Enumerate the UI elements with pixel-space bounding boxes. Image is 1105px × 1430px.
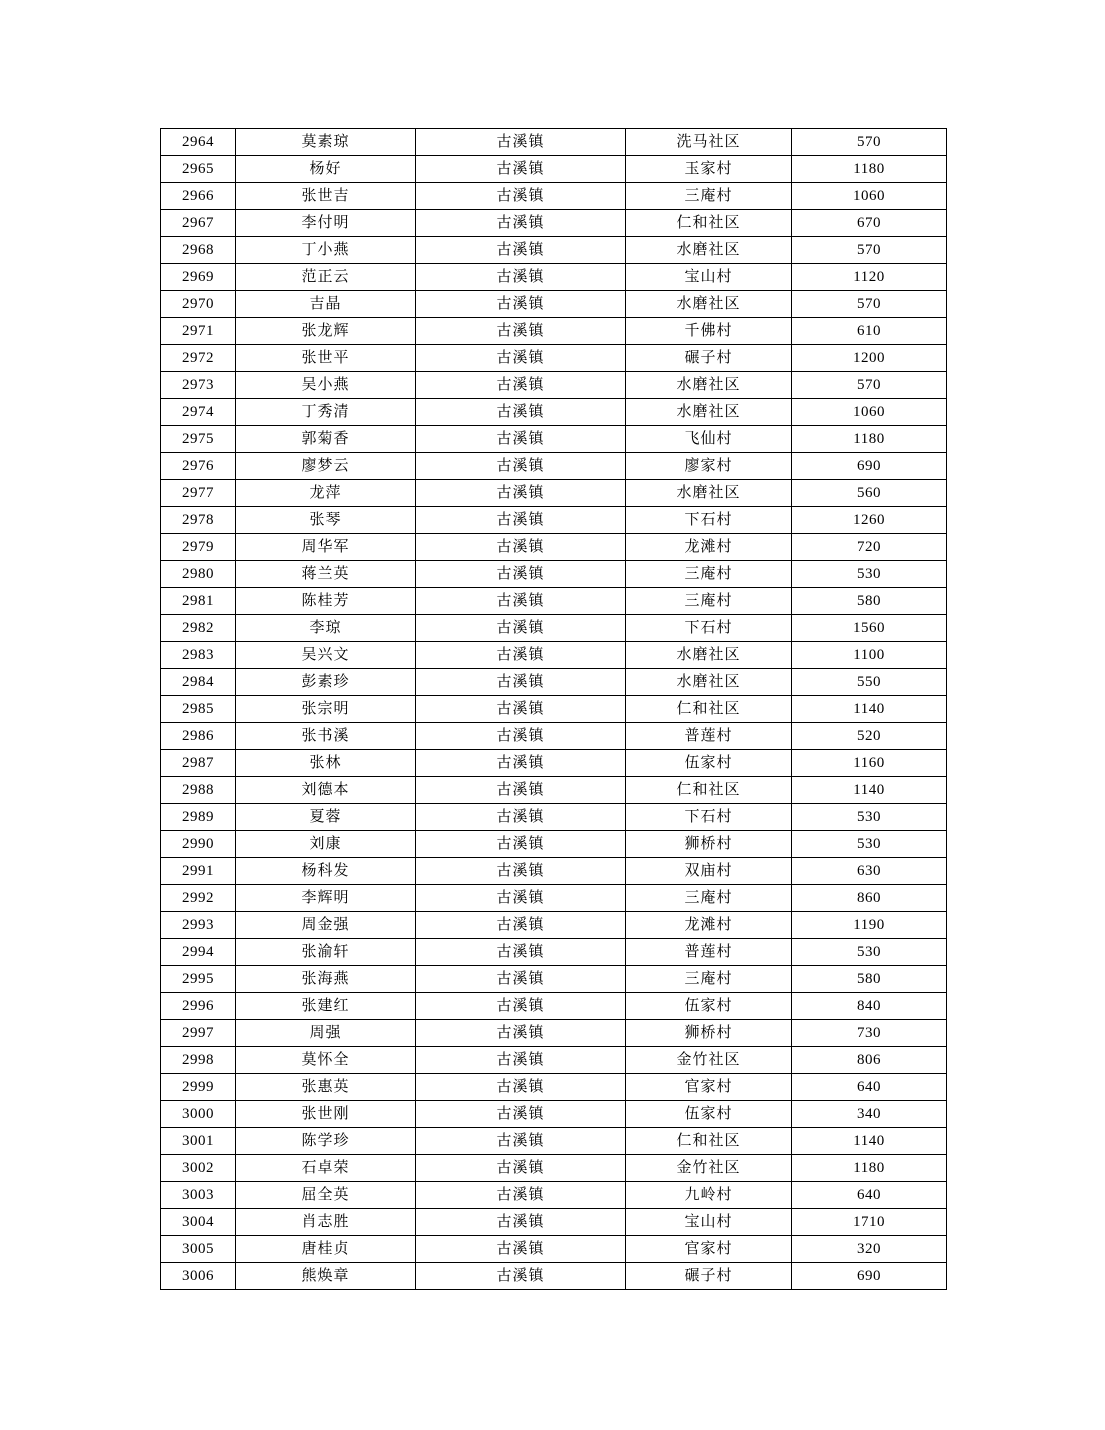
- cell-name: 莫怀全: [236, 1047, 416, 1074]
- cell-village: 双庙村: [626, 858, 792, 885]
- cell-name: 廖梦云: [236, 453, 416, 480]
- table-row: [161, 993, 947, 1020]
- table-row: [161, 615, 947, 642]
- cell-amount: 1200: [792, 345, 947, 372]
- cell-amount: 1160: [792, 750, 947, 777]
- cell-village: 官家村: [626, 1074, 792, 1101]
- cell-town: 古溪镇: [416, 642, 626, 669]
- cell-village: 水磨社区: [626, 372, 792, 399]
- cell-village: 廖家村: [626, 453, 792, 480]
- table-row: [161, 129, 947, 156]
- cell-amount: 1180: [792, 426, 947, 453]
- cell-serial: 2967: [161, 210, 236, 237]
- cell-name: 张海燕: [236, 966, 416, 993]
- cell-name: 屈全英: [236, 1182, 416, 1209]
- cell-amount: 1140: [792, 1128, 947, 1155]
- cell-name: 丁秀清: [236, 399, 416, 426]
- cell-village: 狮桥村: [626, 1020, 792, 1047]
- cell-town: 古溪镇: [416, 777, 626, 804]
- table-body: [161, 129, 947, 1290]
- cell-amount: 630: [792, 858, 947, 885]
- cell-town: 古溪镇: [416, 372, 626, 399]
- cell-name: 张琴: [236, 507, 416, 534]
- cell-serial: 3000: [161, 1101, 236, 1128]
- cell-town: 古溪镇: [416, 1263, 626, 1290]
- table-row: [161, 642, 947, 669]
- cell-name: 李付明: [236, 210, 416, 237]
- table-row: [161, 723, 947, 750]
- cell-serial: 2972: [161, 345, 236, 372]
- cell-village: 普莲村: [626, 723, 792, 750]
- cell-village: 下石村: [626, 804, 792, 831]
- table-row: [161, 345, 947, 372]
- cell-town: 古溪镇: [416, 804, 626, 831]
- cell-village: 官家村: [626, 1236, 792, 1263]
- cell-serial: 2991: [161, 858, 236, 885]
- cell-amount: 720: [792, 534, 947, 561]
- table-row: [161, 831, 947, 858]
- cell-name: 张惠英: [236, 1074, 416, 1101]
- cell-town: 古溪镇: [416, 588, 626, 615]
- cell-amount: 730: [792, 1020, 947, 1047]
- cell-amount: 570: [792, 372, 947, 399]
- cell-amount: 340: [792, 1101, 947, 1128]
- cell-amount: 1140: [792, 777, 947, 804]
- cell-village: 宝山村: [626, 1209, 792, 1236]
- table-row: [161, 966, 947, 993]
- cell-name: 张世平: [236, 345, 416, 372]
- cell-amount: 520: [792, 723, 947, 750]
- cell-town: 古溪镇: [416, 1074, 626, 1101]
- cell-name: 蒋兰英: [236, 561, 416, 588]
- cell-amount: 570: [792, 129, 947, 156]
- cell-serial: 3001: [161, 1128, 236, 1155]
- cell-amount: 1180: [792, 156, 947, 183]
- cell-town: 古溪镇: [416, 939, 626, 966]
- cell-town: 古溪镇: [416, 993, 626, 1020]
- cell-name: 刘德本: [236, 777, 416, 804]
- cell-amount: 530: [792, 804, 947, 831]
- cell-serial: 2973: [161, 372, 236, 399]
- cell-village: 仁和社区: [626, 1128, 792, 1155]
- cell-amount: 580: [792, 588, 947, 615]
- table-row: [161, 372, 947, 399]
- cell-serial: 2994: [161, 939, 236, 966]
- cell-name: 杨好: [236, 156, 416, 183]
- cell-serial: 2980: [161, 561, 236, 588]
- cell-village: 碾子村: [626, 1263, 792, 1290]
- table-row: [161, 669, 947, 696]
- cell-village: 洗马社区: [626, 129, 792, 156]
- cell-town: 古溪镇: [416, 156, 626, 183]
- table-row: [161, 561, 947, 588]
- cell-amount: 806: [792, 1047, 947, 1074]
- cell-village: 碾子村: [626, 345, 792, 372]
- cell-serial: 3004: [161, 1209, 236, 1236]
- table-row: [161, 237, 947, 264]
- cell-serial: 2984: [161, 669, 236, 696]
- cell-serial: 2998: [161, 1047, 236, 1074]
- cell-amount: 860: [792, 885, 947, 912]
- cell-name: 张林: [236, 750, 416, 777]
- cell-serial: 2968: [161, 237, 236, 264]
- table-row: [161, 426, 947, 453]
- cell-village: 三庵村: [626, 885, 792, 912]
- table-row: [161, 1263, 947, 1290]
- cell-village: 飞仙村: [626, 426, 792, 453]
- cell-name: 陈学珍: [236, 1128, 416, 1155]
- cell-name: 熊焕章: [236, 1263, 416, 1290]
- cell-serial: 2978: [161, 507, 236, 534]
- cell-serial: 2974: [161, 399, 236, 426]
- table-row: [161, 453, 947, 480]
- cell-name: 杨科发: [236, 858, 416, 885]
- cell-amount: 1120: [792, 264, 947, 291]
- cell-town: 古溪镇: [416, 264, 626, 291]
- table-row: [161, 1209, 947, 1236]
- cell-village: 狮桥村: [626, 831, 792, 858]
- cell-name: 张书溪: [236, 723, 416, 750]
- cell-serial: 3002: [161, 1155, 236, 1182]
- cell-name: 石卓荣: [236, 1155, 416, 1182]
- cell-amount: 610: [792, 318, 947, 345]
- cell-village: 伍家村: [626, 993, 792, 1020]
- cell-name: 龙萍: [236, 480, 416, 507]
- cell-village: 伍家村: [626, 750, 792, 777]
- cell-town: 古溪镇: [416, 237, 626, 264]
- cell-serial: 2969: [161, 264, 236, 291]
- cell-serial: 3005: [161, 1236, 236, 1263]
- cell-serial: 2976: [161, 453, 236, 480]
- cell-serial: 2995: [161, 966, 236, 993]
- cell-name: 唐桂贞: [236, 1236, 416, 1263]
- cell-serial: 2987: [161, 750, 236, 777]
- cell-town: 古溪镇: [416, 1047, 626, 1074]
- cell-village: 仁和社区: [626, 210, 792, 237]
- cell-name: 肖志胜: [236, 1209, 416, 1236]
- cell-village: 龙滩村: [626, 534, 792, 561]
- cell-village: 下石村: [626, 615, 792, 642]
- table-row: [161, 858, 947, 885]
- cell-serial: 3003: [161, 1182, 236, 1209]
- cell-serial: 2966: [161, 183, 236, 210]
- cell-serial: 2975: [161, 426, 236, 453]
- table-row: [161, 210, 947, 237]
- cell-name: 陈桂芳: [236, 588, 416, 615]
- cell-amount: 530: [792, 561, 947, 588]
- cell-amount: 690: [792, 453, 947, 480]
- table-row: [161, 939, 947, 966]
- cell-amount: 1180: [792, 1155, 947, 1182]
- cell-serial: 2965: [161, 156, 236, 183]
- cell-name: 张渝轩: [236, 939, 416, 966]
- cell-town: 古溪镇: [416, 318, 626, 345]
- cell-serial: 2999: [161, 1074, 236, 1101]
- cell-serial: 2996: [161, 993, 236, 1020]
- roster-table: [160, 128, 947, 1290]
- cell-name: 张宗明: [236, 696, 416, 723]
- cell-amount: 640: [792, 1074, 947, 1101]
- cell-village: 宝山村: [626, 264, 792, 291]
- table-row: [161, 1101, 947, 1128]
- cell-amount: 670: [792, 210, 947, 237]
- cell-town: 古溪镇: [416, 480, 626, 507]
- cell-name: 张世吉: [236, 183, 416, 210]
- table-row: [161, 480, 947, 507]
- cell-town: 古溪镇: [416, 723, 626, 750]
- cell-village: 伍家村: [626, 1101, 792, 1128]
- cell-village: 水磨社区: [626, 399, 792, 426]
- cell-town: 古溪镇: [416, 345, 626, 372]
- cell-serial: 2982: [161, 615, 236, 642]
- cell-town: 古溪镇: [416, 561, 626, 588]
- table-row: [161, 777, 947, 804]
- cell-village: 水磨社区: [626, 480, 792, 507]
- table-row: [161, 156, 947, 183]
- cell-name: 范正云: [236, 264, 416, 291]
- cell-village: 三庵村: [626, 561, 792, 588]
- cell-amount: 580: [792, 966, 947, 993]
- table-row: [161, 1020, 947, 1047]
- cell-village: 三庵村: [626, 966, 792, 993]
- cell-amount: 1100: [792, 642, 947, 669]
- cell-serial: 2997: [161, 1020, 236, 1047]
- cell-name: 莫素琼: [236, 129, 416, 156]
- cell-town: 古溪镇: [416, 669, 626, 696]
- cell-serial: 2979: [161, 534, 236, 561]
- cell-name: 郭菊香: [236, 426, 416, 453]
- table-row: [161, 1128, 947, 1155]
- cell-serial: 2989: [161, 804, 236, 831]
- cell-name: 吉晶: [236, 291, 416, 318]
- cell-amount: 640: [792, 1182, 947, 1209]
- table-row: [161, 264, 947, 291]
- cell-name: 刘康: [236, 831, 416, 858]
- cell-name: 彭素珍: [236, 669, 416, 696]
- cell-town: 古溪镇: [416, 1128, 626, 1155]
- cell-village: 九岭村: [626, 1182, 792, 1209]
- cell-town: 古溪镇: [416, 129, 626, 156]
- cell-serial: 2981: [161, 588, 236, 615]
- cell-town: 古溪镇: [416, 750, 626, 777]
- cell-name: 丁小燕: [236, 237, 416, 264]
- cell-village: 玉家村: [626, 156, 792, 183]
- table-row: [161, 912, 947, 939]
- table-row: [161, 885, 947, 912]
- cell-village: 水磨社区: [626, 237, 792, 264]
- cell-name: 张建红: [236, 993, 416, 1020]
- cell-village: 仁和社区: [626, 696, 792, 723]
- cell-serial: 2971: [161, 318, 236, 345]
- cell-serial: 2970: [161, 291, 236, 318]
- cell-town: 古溪镇: [416, 1236, 626, 1263]
- cell-town: 古溪镇: [416, 534, 626, 561]
- cell-village: 龙滩村: [626, 912, 792, 939]
- cell-town: 古溪镇: [416, 183, 626, 210]
- cell-village: 水磨社区: [626, 642, 792, 669]
- cell-serial: 2988: [161, 777, 236, 804]
- cell-amount: 1060: [792, 399, 947, 426]
- table-row: [161, 291, 947, 318]
- cell-town: 古溪镇: [416, 1182, 626, 1209]
- table-row: [161, 399, 947, 426]
- cell-town: 古溪镇: [416, 210, 626, 237]
- cell-amount: 1190: [792, 912, 947, 939]
- cell-town: 古溪镇: [416, 453, 626, 480]
- table-row: [161, 318, 947, 345]
- cell-name: 周强: [236, 1020, 416, 1047]
- cell-village: 三庵村: [626, 588, 792, 615]
- cell-name: 张世刚: [236, 1101, 416, 1128]
- cell-town: 古溪镇: [416, 1209, 626, 1236]
- table-row: [161, 804, 947, 831]
- cell-town: 古溪镇: [416, 291, 626, 318]
- table-row: [161, 507, 947, 534]
- cell-village: 仁和社区: [626, 777, 792, 804]
- cell-serial: 3006: [161, 1263, 236, 1290]
- cell-village: 普莲村: [626, 939, 792, 966]
- cell-amount: 840: [792, 993, 947, 1020]
- cell-amount: 690: [792, 1263, 947, 1290]
- cell-amount: 570: [792, 291, 947, 318]
- table-row: [161, 1182, 947, 1209]
- cell-town: 古溪镇: [416, 1101, 626, 1128]
- cell-town: 古溪镇: [416, 507, 626, 534]
- cell-village: 金竹社区: [626, 1047, 792, 1074]
- cell-serial: 2986: [161, 723, 236, 750]
- cell-name: 吴小燕: [236, 372, 416, 399]
- cell-amount: 1260: [792, 507, 947, 534]
- cell-amount: 530: [792, 831, 947, 858]
- cell-town: 古溪镇: [416, 399, 626, 426]
- cell-town: 古溪镇: [416, 1020, 626, 1047]
- cell-town: 古溪镇: [416, 1155, 626, 1182]
- cell-amount: 320: [792, 1236, 947, 1263]
- cell-amount: 560: [792, 480, 947, 507]
- cell-amount: 1140: [792, 696, 947, 723]
- table-row: [161, 183, 947, 210]
- cell-village: 水磨社区: [626, 291, 792, 318]
- cell-amount: 530: [792, 939, 947, 966]
- cell-serial: 2990: [161, 831, 236, 858]
- cell-name: 周华军: [236, 534, 416, 561]
- table-row: [161, 1074, 947, 1101]
- cell-town: 古溪镇: [416, 831, 626, 858]
- cell-town: 古溪镇: [416, 858, 626, 885]
- cell-serial: 2992: [161, 885, 236, 912]
- table-row: [161, 750, 947, 777]
- cell-amount: 1060: [792, 183, 947, 210]
- cell-village: 千佛村: [626, 318, 792, 345]
- cell-town: 古溪镇: [416, 426, 626, 453]
- table-row: [161, 1236, 947, 1263]
- cell-village: 水磨社区: [626, 669, 792, 696]
- table-row: [161, 534, 947, 561]
- table-row: [161, 1155, 947, 1182]
- table-row: [161, 1047, 947, 1074]
- cell-town: 古溪镇: [416, 912, 626, 939]
- cell-amount: 550: [792, 669, 947, 696]
- cell-serial: 2985: [161, 696, 236, 723]
- cell-serial: 2983: [161, 642, 236, 669]
- cell-town: 古溪镇: [416, 696, 626, 723]
- cell-serial: 2964: [161, 129, 236, 156]
- cell-name: 周金强: [236, 912, 416, 939]
- cell-amount: 570: [792, 237, 947, 264]
- cell-village: 金竹社区: [626, 1155, 792, 1182]
- cell-town: 古溪镇: [416, 966, 626, 993]
- cell-village: 三庵村: [626, 183, 792, 210]
- cell-serial: 2993: [161, 912, 236, 939]
- cell-village: 下石村: [626, 507, 792, 534]
- table-row: [161, 696, 947, 723]
- cell-name: 李辉明: [236, 885, 416, 912]
- cell-name: 张龙辉: [236, 318, 416, 345]
- cell-amount: 1710: [792, 1209, 947, 1236]
- cell-name: 夏蓉: [236, 804, 416, 831]
- table-row: [161, 588, 947, 615]
- cell-serial: 2977: [161, 480, 236, 507]
- cell-town: 古溪镇: [416, 885, 626, 912]
- cell-name: 李琼: [236, 615, 416, 642]
- cell-town: 古溪镇: [416, 615, 626, 642]
- cell-name: 吴兴文: [236, 642, 416, 669]
- cell-amount: 1560: [792, 615, 947, 642]
